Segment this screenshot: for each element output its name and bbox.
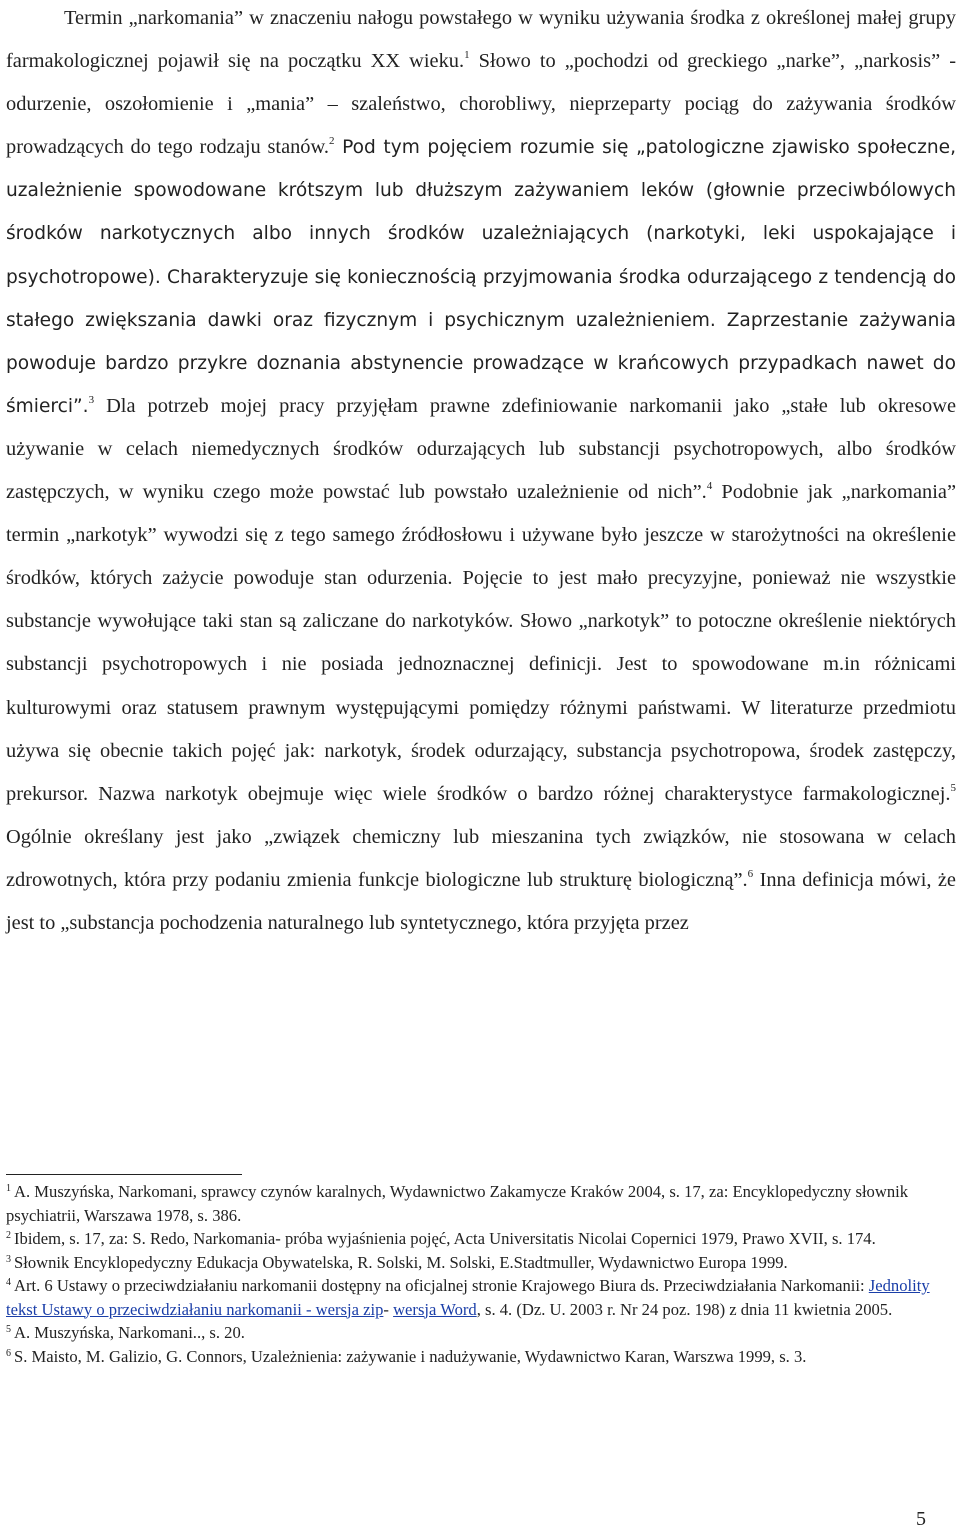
footnote-ref[interactable]: 5 [950,781,956,794]
footnote-1 [6,1180,951,1227]
footnote-text: , s. 4. (Dz. U. 2003 r. Nr 24 poz. 198) z dnia 11 kwietnia 2005. [476,1299,893,1319]
footnote-ref[interactable]: 6 [747,867,754,880]
sentence: Podobnie jak „narkomania” termin „narkotyk” wywodzi się z tego samego źródłosłowu i używane było jeszcze w starożytności na określenie środków, których zażycie powoduje stan odurzenia. Pojęcie to jest mało precyzyjne, ponieważ nie wszystkie substancje wywołujące taki stan są zaliczane do narkotyków. Słowo „narkotyk” to potoczne określenie niektórych substancji psychotropowych i nie posiada jednoznacznej definicji. Jest to spowodowane m.in różnicami kulturowymi oraz statusem prawnym występującymi pomiędzy różnymi państwami. W literaturze przedmiotu używa się obecnie takich pojęć jak: narkotyk, środek odurzający, substancja psychotropowa, środek zastępczy, prekursor. Nazwa narkotyk obejmuje więc wiele środków o bardzo różnej charakterystyce farmakologicznej. [6,481,957,805]
footnote-number: 2 [6,1230,11,1241]
footnote-text: Słownik Encyklopedyczny Edukacja Obywatelska, R. Solski, M. Solski, E.Stadtmuller, Wydawnictwo Europa 1999. [14,1252,788,1272]
footnote-4 [6,1274,951,1321]
footnote-number: 4 [6,1277,11,1288]
page-number: 5 [916,1508,926,1530]
footnote-number: 3 [6,1253,11,1265]
footnote-text: Ibidem, s. 17, za: S. Redo, Narkomania- próba wyjaśnienia pojęć, Acta Universitatis Nicolai Copernici 1979, Prawo XVII, s. 174. [14,1229,876,1248]
footnote-3 [6,1251,951,1275]
link-wersja-word[interactable]: wersja Word [393,1299,477,1319]
footnote-5 [6,1321,951,1345]
sentence: Ogólnie określany jest jako „związek chemiczny lub mieszanina tych związków, nie stosowana w celach zdrowotnych, która przy podaniu zmienia funkcje biologiczne lub strukturę biologiczną”. [6,825,956,891]
footnote-2 [6,1227,951,1251]
footnote-number: 6 [6,1347,11,1359]
body-paragraph [6,0,956,945]
footnote-number: 1 [6,1183,11,1194]
sentence: Pod tym pojęciem rozumie się „patologiczne zjawisko społeczne, uzależnienie spowodowane krótszym lub dłuższym zażywaniem leków (głownie przeciwbólowych środków narkotycznych albo innych środków uzależniających (narkotyki, leki uspokajające i psychotropowe). Charakteryzuje się koniecznością przyjmowania środka odurzającego z tendencją do stałego zwiększania dawki oraz fizycznym i psychicznym uzależnieniem. Zaprzestanie zażywania powoduje bardzo przykre doznania abstynencie prowadzące w krańcowych przypadkach nawet do śmierci”. [6,137,956,417]
footnote-ref[interactable]: 2 [329,135,335,148]
footnote-text: A. Muszyńska, Narkomani.., s. 20. [14,1323,245,1342]
sentence: Słowo to „pochodzi od greckiego „narke”, „narkosis” - odurzenie, oszołomienie i „mania” – szaleństwo, chorobliwy, nieprzeparty pociąg do zażywania środków prowadzących do tego rodzaju stanów. [6,50,956,159]
footnote-number: 5 [6,1324,11,1335]
footnote-ref[interactable]: 3 [88,393,95,406]
link-ustawa-zip[interactable]: Jednolity tekst Ustawy o przeciwdziałaniu narkomanii - wersja zip [6,1276,930,1319]
sentence: Termin „narkomania” w znaczeniu nałogu powstałego w wyniku używania środka z określonej małej grupy farmakologicznej pojawił się na początku XX wieku. [6,7,956,73]
footnote-text: A. Muszyńska, Narkomani, sprawcy czynów karalnych, Wydawnictwo Zakamycze Kraków 2004, s. 17, za: Encyklopedyczny słownik psychiatrii, Warszawa 1978, s. 386. [6,1182,909,1225]
footnote-ref[interactable]: 1 [464,49,470,62]
footnote-6 [6,1345,951,1369]
footnote-text: S. Maisto, M. Galizio, G. Connors, Uzależnienia: zażywanie i nadużywanie, Wydawnictwo Karan, Warszwa 1999, s. 3. [14,1346,807,1366]
sentence: Dla potrzeb mojej pracy przyjęłam prawne zdefiniowanie narkomanii jako „stałe lub okresowe używanie w celach niemedycznych środków odurzających lub substancji psychotropowych, albo środków zastępczych, w wyniku czego może powstać lub powstało uzależnienie od nich”. [6,394,956,504]
footnote-ref[interactable]: 4 [706,480,713,493]
footnotes [6,1180,951,1368]
footnote-separator [6,1174,242,1175]
link-separator: - [383,1299,394,1319]
sentence: Inna definicja mówi, że jest to „substancja pochodzenia naturalnego lub syntetycznego, która przyjęta przez [6,868,956,934]
footnote-text: Art. 6 Ustawy o przeciwdziałaniu narkomanii dostępny na oficjalnej stronie Krajowego Biura ds. Przeciwdziałania Narkomanii: [14,1276,869,1295]
